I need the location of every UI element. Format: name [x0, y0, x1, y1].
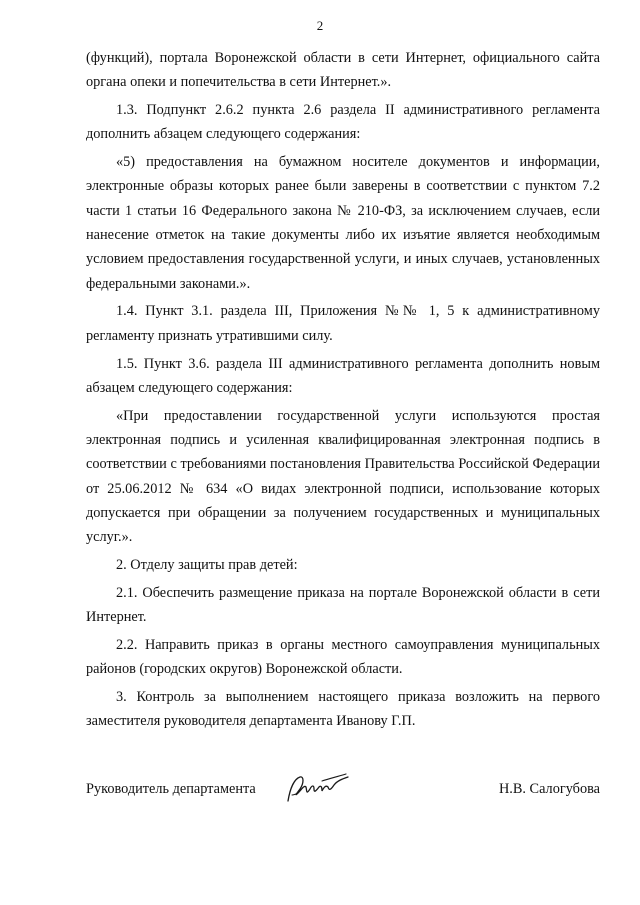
signatory-name: Н.В. Салогубова	[498, 781, 600, 797]
paragraph-2: 2. Отделу защиты прав детей:	[116, 556, 298, 573]
document-body	[86, 46, 600, 737]
paragraph-quote-item-5: «5) предоставления на бумажном носителе документов и информации, электронные образы которых ранее были заверены в соответствии с пунктом 7.2 части 1 статьи 16 Федерального закона № 210-ФЗ, за исключением случаев, если нанесение отметок на такие документы либо их изъятие является необходимым условием предоставления государственной услуги, и иных случаев, установленных федеральными законами.».	[86, 154, 600, 292]
paragraph-quote-electronic-signature: «При предоставлении государственной услуги используются простая электронная подпись и усиленная квалифицированная электронная подпись в соответствии с требованиями постановления Правительства Российской Федерации от 25.06.2012 № 634 «О видах электронной подписи, использование которых допускается при обращении за получением государственных и муниципальных услуг.».	[86, 407, 600, 546]
paragraph-3: 3. Контроль за выполнением настоящего приказа возложить на первого заместителя руководителя департамента Иванову Г.П.	[86, 688, 600, 730]
paragraph-2-1: 2.1. Обеспечить размещение приказа на портале Воронежской области в сети Интернет.	[86, 584, 600, 626]
paragraph-1-5: 1.5. Пункт 3.6. раздела III административного регламента дополнить новым абзацем следующего содержания:	[86, 355, 600, 396]
signature-block	[86, 771, 600, 811]
signatory-position: Руководитель департамента	[86, 781, 256, 797]
paragraph-1-3: 1.3. Подпункт 2.6.2 пункта 2.6 раздела II административного регламента дополнить абзацем следующего содержания:	[86, 102, 600, 143]
paragraph-1-4: 1.4. Пункт 3.1. раздела III, Приложения №№ 1, 5 к административному регламенту признать утратившими силу.	[86, 303, 600, 344]
handwritten-signature	[282, 771, 352, 807]
paragraph-2-2: 2.2. Направить приказ в органы местного самоуправления муниципальных районов (городских округов) Воронежской области.	[86, 636, 600, 678]
paragraph-continuation: (функций), портала Воронежской области в сети Интернет, официального сайта органа опеки и попечительства в сети Интернет.».	[86, 50, 600, 91]
page-number: 2	[316, 18, 324, 33]
